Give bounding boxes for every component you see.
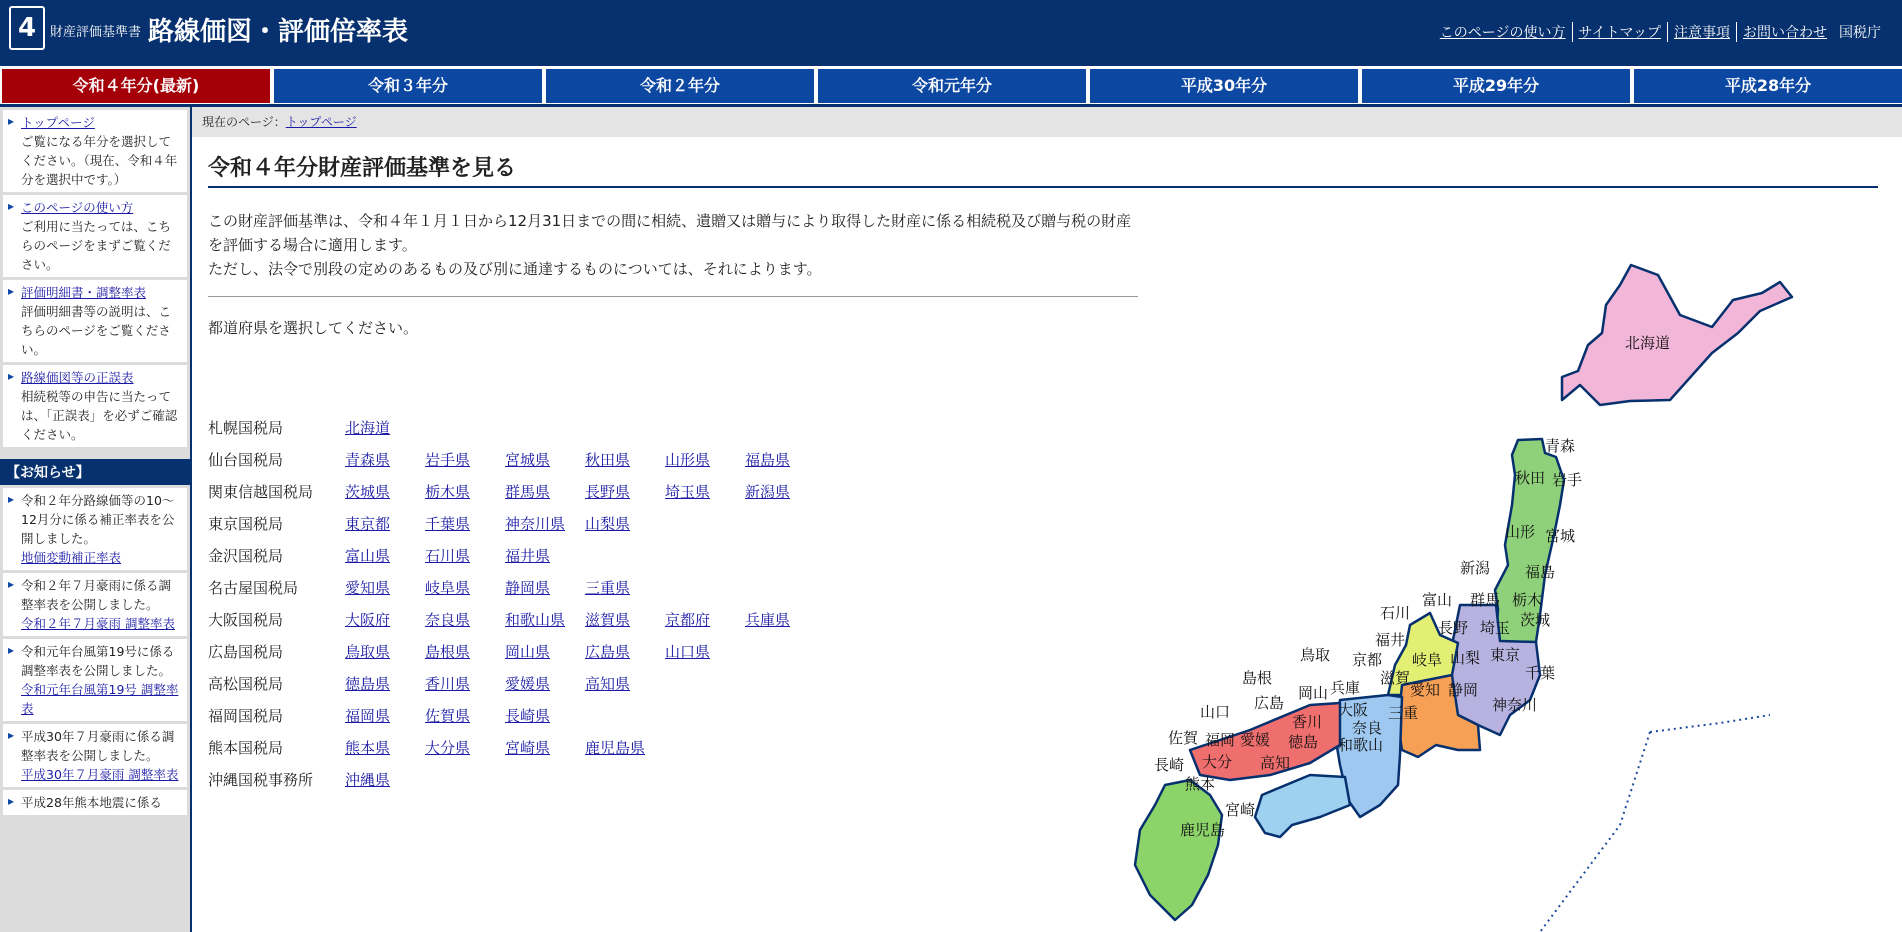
tab-r1[interactable]: 令和元年分	[818, 69, 1086, 103]
bureau-name: 熊本国税局	[208, 739, 284, 757]
pref-link[interactable]: 福岡県	[345, 707, 391, 725]
pref-link[interactable]: 青森県	[345, 451, 391, 469]
sidebar-text: 評価明細書等の説明は、こちらのページをご覧ください。	[21, 304, 172, 357]
header-link-sitemap[interactable]: サイトマップ	[1573, 22, 1668, 42]
map-label: 新潟	[1460, 559, 1491, 577]
pref-link[interactable]: 長野県	[585, 483, 631, 501]
pref-link[interactable]: 東京都	[345, 515, 391, 533]
japan-map[interactable]	[1130, 205, 1890, 932]
pref-link[interactable]: 福島県	[745, 451, 791, 469]
pref-link[interactable]: 山梨県	[585, 515, 631, 533]
map-label: 山形	[1505, 523, 1536, 541]
pref-link[interactable]: 沖縄県	[345, 771, 391, 789]
pref-link[interactable]: 高知県	[585, 675, 631, 693]
pref-link[interactable]: 岡山県	[505, 643, 551, 661]
pref-link[interactable]: 岐阜県	[425, 579, 471, 597]
breadcrumb-link-top[interactable]: トップページ	[285, 115, 357, 129]
tab-h30[interactable]: 平成30年分	[1090, 69, 1358, 103]
pref-link[interactable]: 熊本県	[345, 739, 391, 757]
map-label: 佐賀	[1168, 729, 1199, 747]
bureau-row	[208, 481, 825, 513]
map-label: 山梨	[1450, 649, 1481, 667]
pref-link[interactable]: 島根県	[425, 643, 471, 661]
page-title: 令和４年分財産評価基準を見る	[208, 151, 1878, 188]
map-label: 香川	[1292, 713, 1323, 731]
map-region-hokkaido	[1562, 265, 1792, 405]
map-label: 石川	[1380, 604, 1411, 622]
pref-link[interactable]: 鹿児島県	[585, 739, 646, 757]
pref-link[interactable]: 石川県	[425, 547, 471, 565]
bureau-name: 金沢国税局	[208, 547, 284, 565]
map-label: 鹿児島	[1180, 821, 1226, 839]
news-text: 令和２年７月豪雨に係る調整率表を公開しました。	[21, 578, 172, 612]
sidebar-item-forms	[3, 280, 187, 362]
pref-link[interactable]: 兵庫県	[745, 611, 791, 629]
pref-link[interactable]: 三重県	[585, 579, 631, 597]
news-item	[3, 488, 187, 570]
pref-link[interactable]: 宮城県	[505, 451, 551, 469]
map-label: 長野	[1438, 619, 1469, 637]
pref-link[interactable]: 奈良県	[425, 611, 471, 629]
site-subtitle: 財産評価基準書	[50, 25, 142, 40]
sidebar-text: ご覧になる年分を選択してください。（現在、令和４年分を選択中です。）	[21, 134, 178, 187]
map-label: 宮崎	[1225, 801, 1256, 819]
bureau-row	[208, 769, 825, 801]
header-links	[1434, 22, 1881, 42]
intro-line-1: この財産評価基準は、令和４年１月１日から12月31日までの間に相続、遺贈又は贈与により取得した財産に係る相続税及び贈与税の財産を評価する場合に適用します。	[208, 212, 1132, 254]
bureau-name: 仙台国税局	[208, 451, 284, 469]
map-label: 東京	[1490, 646, 1521, 664]
map-label: 青森	[1545, 437, 1576, 455]
map-label: 滋賀	[1380, 669, 1411, 687]
map-label: 和歌山	[1338, 736, 1384, 754]
map-label: 福島	[1525, 563, 1556, 581]
bureau-name: 札幌国税局	[208, 419, 284, 437]
map-label: 岩手	[1552, 471, 1583, 489]
intro-text	[208, 209, 1138, 281]
site-title: 路線価図・評価倍率表	[148, 17, 409, 47]
map-label: 北海道	[1625, 334, 1671, 352]
map-label: 高知	[1260, 754, 1291, 772]
pref-link[interactable]: 千葉県	[425, 515, 471, 533]
map-label: 京都	[1352, 651, 1383, 669]
map-label: 栃木	[1512, 591, 1543, 609]
bureau-row	[208, 545, 825, 577]
news-heading: 【お知らせ】	[0, 459, 190, 485]
pref-link[interactable]: 岩手県	[425, 451, 471, 469]
map-label: 群馬	[1470, 591, 1501, 609]
pref-link[interactable]: 富山県	[345, 547, 391, 565]
divider	[208, 296, 1138, 297]
bureau-row	[208, 577, 825, 609]
map-label: 埼玉	[1480, 619, 1511, 637]
breadcrumb	[192, 107, 1902, 137]
agency-name: 国税庁	[1839, 25, 1881, 41]
header-link-contact[interactable]: お問い合わせ	[1743, 25, 1827, 41]
pref-link[interactable]: 群馬県	[505, 483, 551, 501]
map-label: 茨城	[1520, 611, 1551, 629]
pref-link[interactable]: 愛媛県	[505, 675, 551, 693]
pref-link[interactable]: 徳島県	[345, 675, 391, 693]
map-divider-line	[1650, 715, 1770, 732]
pref-link[interactable]: 福井県	[505, 547, 551, 565]
news-link[interactable]: 地価変動補正率表	[21, 550, 122, 565]
news-text: 令和元年台風第19号に係る調整率表を公開しました。	[21, 644, 175, 678]
map-label: 大分	[1202, 753, 1233, 771]
tab-h28[interactable]: 平成28年分	[1634, 69, 1902, 103]
pref-link[interactable]: 山口県	[665, 643, 711, 661]
bureau-row	[208, 609, 825, 641]
bureau-name: 福岡国税局	[208, 707, 284, 725]
bureau-list	[208, 417, 825, 801]
pref-link[interactable]: 茨城県	[345, 483, 391, 501]
sidebar	[0, 107, 192, 932]
map-label: 富山	[1422, 591, 1453, 609]
year-tabs	[0, 69, 1902, 104]
pref-link[interactable]: 静岡県	[505, 579, 551, 597]
tab-r2[interactable]: 令和２年分	[546, 69, 814, 103]
news-item	[3, 573, 187, 636]
bureau-name: 東京国税局	[208, 515, 284, 533]
logo-number-icon: 4	[9, 6, 45, 50]
pref-link[interactable]: 秋田県	[585, 451, 631, 469]
pref-link[interactable]: 長崎県	[505, 707, 551, 725]
bureau-name: 名古屋国税局	[208, 579, 299, 597]
map-label: 宮城	[1545, 527, 1576, 545]
sidebar-link-errata[interactable]: 路線価図等の正誤表	[21, 370, 134, 385]
pref-link[interactable]: 鳥取県	[345, 643, 391, 661]
pref-link[interactable]: 山形県	[665, 451, 711, 469]
header-link-usage[interactable]: このページの使い方	[1434, 22, 1573, 42]
select-prompt: 都道府県を選択してください。	[208, 319, 419, 337]
news-item	[3, 724, 187, 787]
map-label: 神奈川	[1492, 696, 1538, 714]
bureau-row	[208, 641, 825, 673]
sidebar-item-top	[3, 110, 187, 192]
bureau-row	[208, 417, 825, 449]
bureau-name: 広島国税局	[208, 643, 284, 661]
intro-line-2: ただし、法令で別段の定めのあるもの及び別に通達するものについては、それによります。	[208, 260, 822, 278]
bureau-name: 関東信越国税局	[208, 483, 314, 501]
tab-h29[interactable]: 平成29年分	[1362, 69, 1630, 103]
map-label: 広島	[1254, 694, 1285, 712]
map-label: 愛知	[1410, 681, 1441, 699]
bureau-name: 高松国税局	[208, 675, 284, 693]
map-region-shikoku	[1255, 775, 1350, 837]
pref-link[interactable]: 佐賀県	[425, 707, 471, 725]
bureau-row	[208, 449, 825, 481]
pref-link[interactable]: 広島県	[585, 643, 631, 661]
news-link[interactable]: 平成30年７月豪雨 調整率表	[21, 767, 179, 782]
map-label: 三重	[1388, 704, 1419, 722]
news-item	[3, 639, 187, 721]
bureau-name: 大阪国税局	[208, 611, 284, 629]
pref-link[interactable]: 和歌山県	[505, 611, 566, 629]
news-text: 平成28年熊本地震に係る	[21, 795, 162, 810]
bureau-row	[208, 705, 825, 737]
news-link[interactable]: 令和元年台風第19号 調整率表	[21, 682, 179, 716]
news-text: 平成30年７月豪雨に係る調整率表を公開しました。	[21, 729, 175, 763]
site-header	[0, 0, 1902, 66]
map-label: 岡山	[1298, 684, 1329, 702]
map-label: 長崎	[1154, 756, 1185, 774]
header-link-notes[interactable]: 注意事項	[1668, 22, 1737, 42]
pref-link[interactable]: 香川県	[425, 675, 471, 693]
bureau-name: 沖縄国税事務所	[208, 771, 314, 789]
map-label: 福井	[1375, 631, 1406, 649]
sidebar-text: 相続税等の申告に当たっては、「正誤表」を必ずご確認ください。	[21, 389, 178, 442]
bureau-row	[208, 737, 825, 769]
breadcrumb-label: 現在のページ：	[202, 115, 286, 129]
map-label: 福岡	[1205, 731, 1236, 749]
map-label: 山口	[1200, 703, 1231, 721]
pref-link[interactable]: 新潟県	[745, 483, 791, 501]
bureau-row	[208, 513, 825, 545]
sidebar-link-top[interactable]: トップページ	[21, 115, 95, 130]
pref-link[interactable]: 京都府	[665, 611, 711, 629]
news-item	[3, 790, 187, 815]
pref-link[interactable]: 北海道	[345, 419, 391, 437]
sidebar-item-usage	[3, 195, 187, 277]
bureau-row	[208, 673, 825, 705]
pref-link[interactable]: 神奈川県	[505, 515, 566, 533]
map-label: 愛媛	[1240, 731, 1271, 749]
pref-link[interactable]: 埼玉県	[665, 483, 711, 501]
sidebar-link-usage[interactable]: このページの使い方	[21, 200, 134, 215]
pref-link[interactable]: 大阪府	[345, 611, 391, 629]
map-label: 熊本	[1185, 775, 1216, 793]
map-label: 岐阜	[1412, 651, 1443, 669]
map-label: 鳥取	[1300, 646, 1331, 664]
map-label: 静岡	[1448, 681, 1479, 699]
map-region-kyushu	[1135, 780, 1222, 920]
map-label: 徳島	[1288, 733, 1319, 751]
pref-link[interactable]: 栃木県	[425, 483, 471, 501]
map-label: 島根	[1242, 669, 1273, 687]
sidebar-text: ご利用に当たっては、こちらのページをまずご覧ください。	[21, 219, 172, 272]
news-text: 令和２年分路線価等の10～12月分に係る補正率表を公開しました。	[21, 493, 175, 546]
pref-link[interactable]: 滋賀県	[585, 611, 631, 629]
map-divider-line	[1540, 732, 1650, 932]
map-label: 大阪	[1338, 701, 1369, 719]
sidebar-item-errata	[3, 365, 187, 447]
tab-r4[interactable]: 令和４年分(最新)	[2, 69, 270, 103]
pref-link[interactable]: 宮崎県	[505, 739, 551, 757]
map-label: 奈良	[1352, 719, 1383, 737]
tab-r3[interactable]: 令和３年分	[274, 69, 542, 103]
sidebar-link-forms[interactable]: 評価明細書・調整率表	[21, 285, 147, 300]
pref-link[interactable]: 愛知県	[345, 579, 391, 597]
news-link[interactable]: 令和２年７月豪雨 調整率表	[21, 616, 175, 631]
pref-link[interactable]: 大分県	[425, 739, 471, 757]
map-label: 秋田	[1515, 469, 1546, 487]
map-label: 兵庫	[1330, 679, 1361, 697]
map-label: 千葉	[1525, 664, 1556, 682]
